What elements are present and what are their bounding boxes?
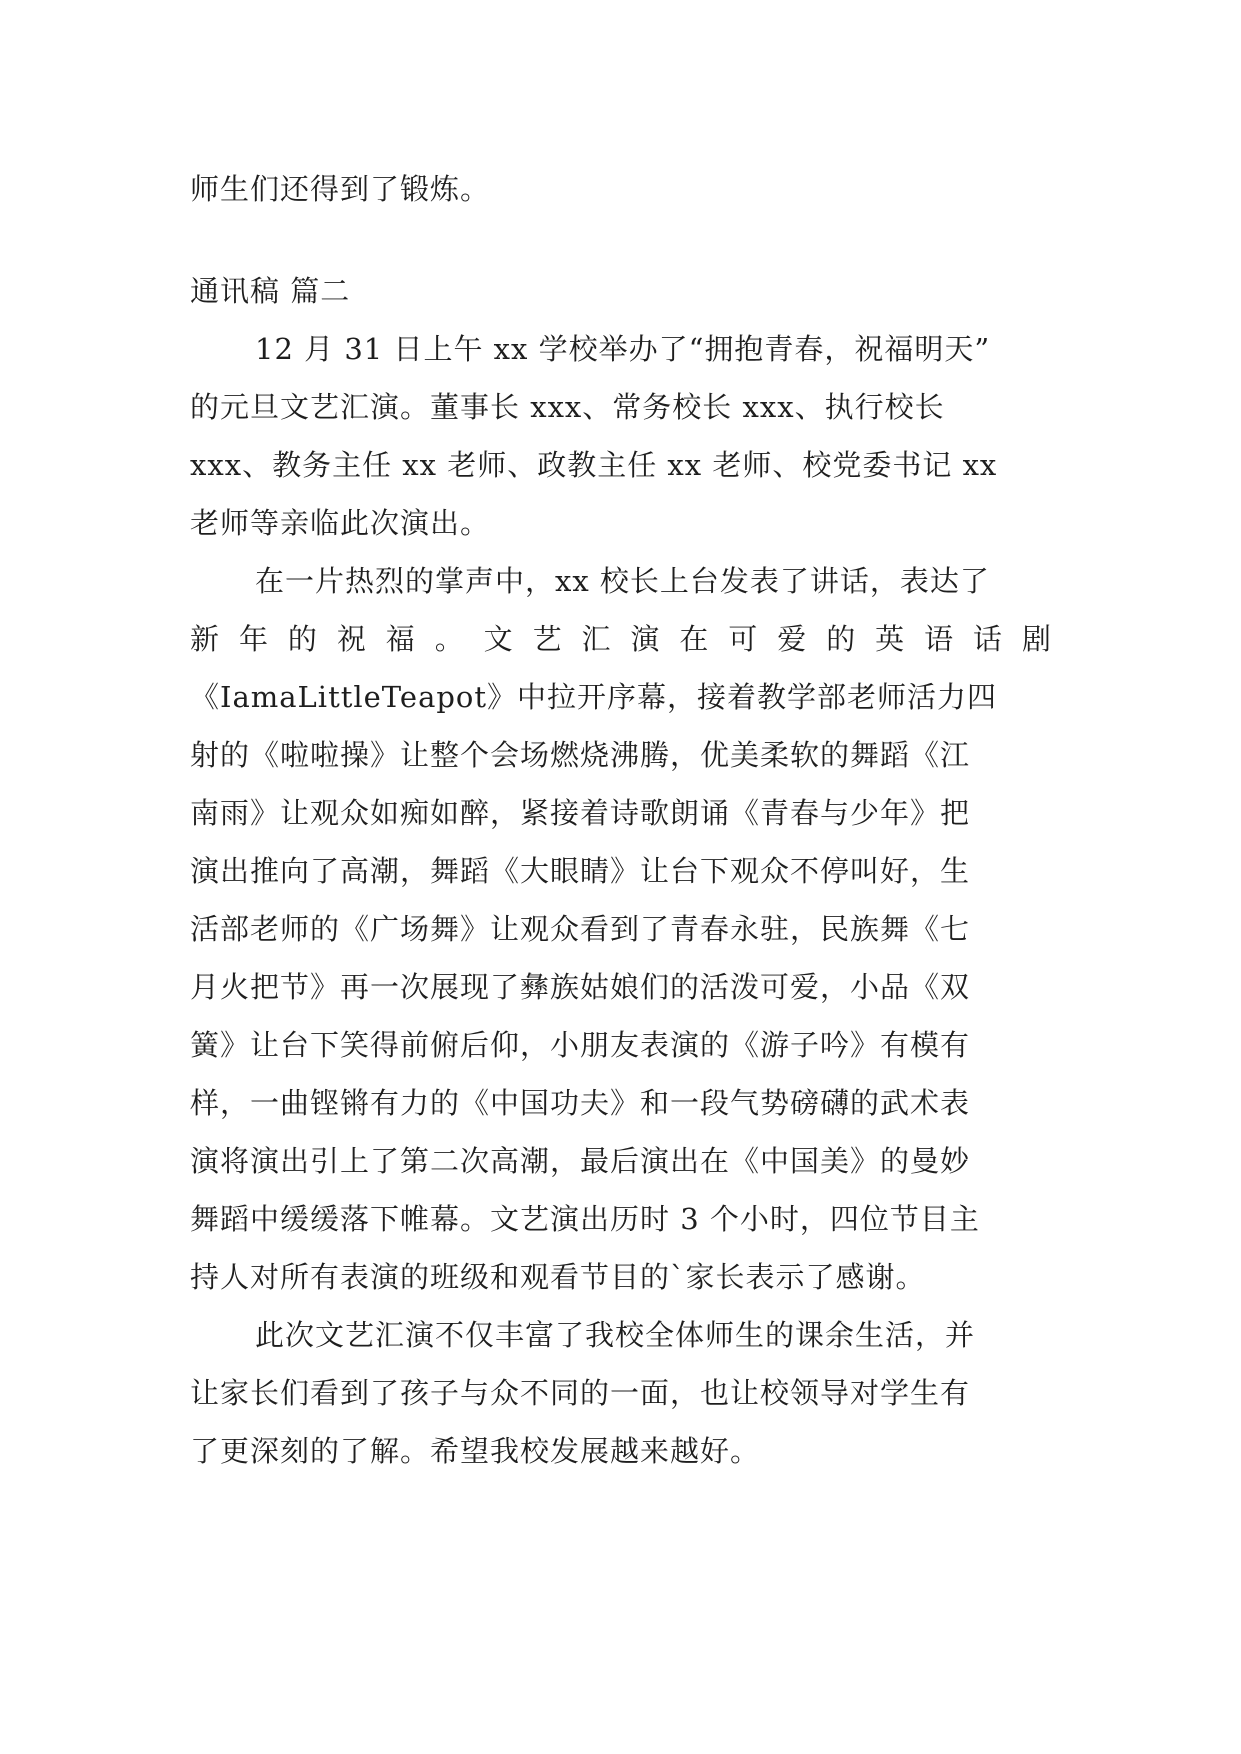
paragraph-line: 在一片热烈的掌声中，xx 校长上台发表了讲话，表达了 [255,564,990,598]
paragraph-line: 活部老师的《广场舞》让观众看到了青春永驻，民族舞《七 [190,912,971,946]
paragraph-line: 南雨》让观众如痴如醉，紧接着诗歌朗诵《青春与少年》把 [190,796,971,830]
paragraph-line: 的元旦文艺汇演。董事长 xxx、常务校长 xxx、执行校长 [190,390,945,424]
paragraph-line: xxx、教务主任 xx 老师、政教主任 xx 老师、校党委书记 xx [190,448,998,482]
paragraph-line: 此次文艺汇演不仅丰富了我校全体师生的课余生活，并 [255,1318,976,1352]
paragraph-1 [190,320,1052,552]
section-heading: 通讯稿 篇二 [190,274,351,308]
paragraph-line: 持人对所有表演的班级和观看节目的`家长表示了感谢。 [190,1260,926,1294]
intro-tail-text: 师生们还得到了锻炼。 [190,172,491,206]
paragraph-line: 簧》让台下笑得前俯后仰，小朋友表演的《游子吟》有模有 [190,1028,971,1062]
paragraph-line: 新年的祝福。文艺汇演在可爱的英语话剧 [190,622,1052,656]
paragraph-3 [190,1306,1052,1480]
paragraph-line: 演将演出引上了第二次高潮，最后演出在《中国美》的曼妙 [190,1144,971,1178]
paragraph-line: 演出推向了高潮，舞蹈《大眼睛》让台下观众不停叫好，生 [190,854,971,888]
paragraph-line: 让家长们看到了孩子与众不同的一面，也让校领导对学生有 [190,1376,971,1410]
paragraph-line: 射的《啦啦操》让整个会场燃烧沸腾，优美柔软的舞蹈《江 [190,738,971,772]
paragraph-line: 舞蹈中缓缓落下帷幕。文艺演出历时 3 个小时，四位节目主 [190,1202,980,1236]
paragraph-line: 月火把节》再一次展现了彝族姑娘们的活泼可爱，小品《双 [190,970,971,1004]
paragraph-line: 《IamaLittleTeapot》中拉开序幕，接着教学部老师活力四 [190,680,998,714]
paragraph-line: 了更深刻的了解。希望我校发展越来越好。 [190,1434,761,1468]
document-body [190,160,1052,1480]
paragraph-line: 12 月 31 日上午 xx 学校举办了“拥抱青春，祝福明天” [255,332,991,366]
paragraph-line: 样，一曲铿锵有力的《中国功夫》和一段气势磅礴的武术表 [190,1086,971,1120]
paragraph-line: 老师等亲临此次演出。 [190,506,491,540]
paragraph-2 [190,552,1052,1306]
